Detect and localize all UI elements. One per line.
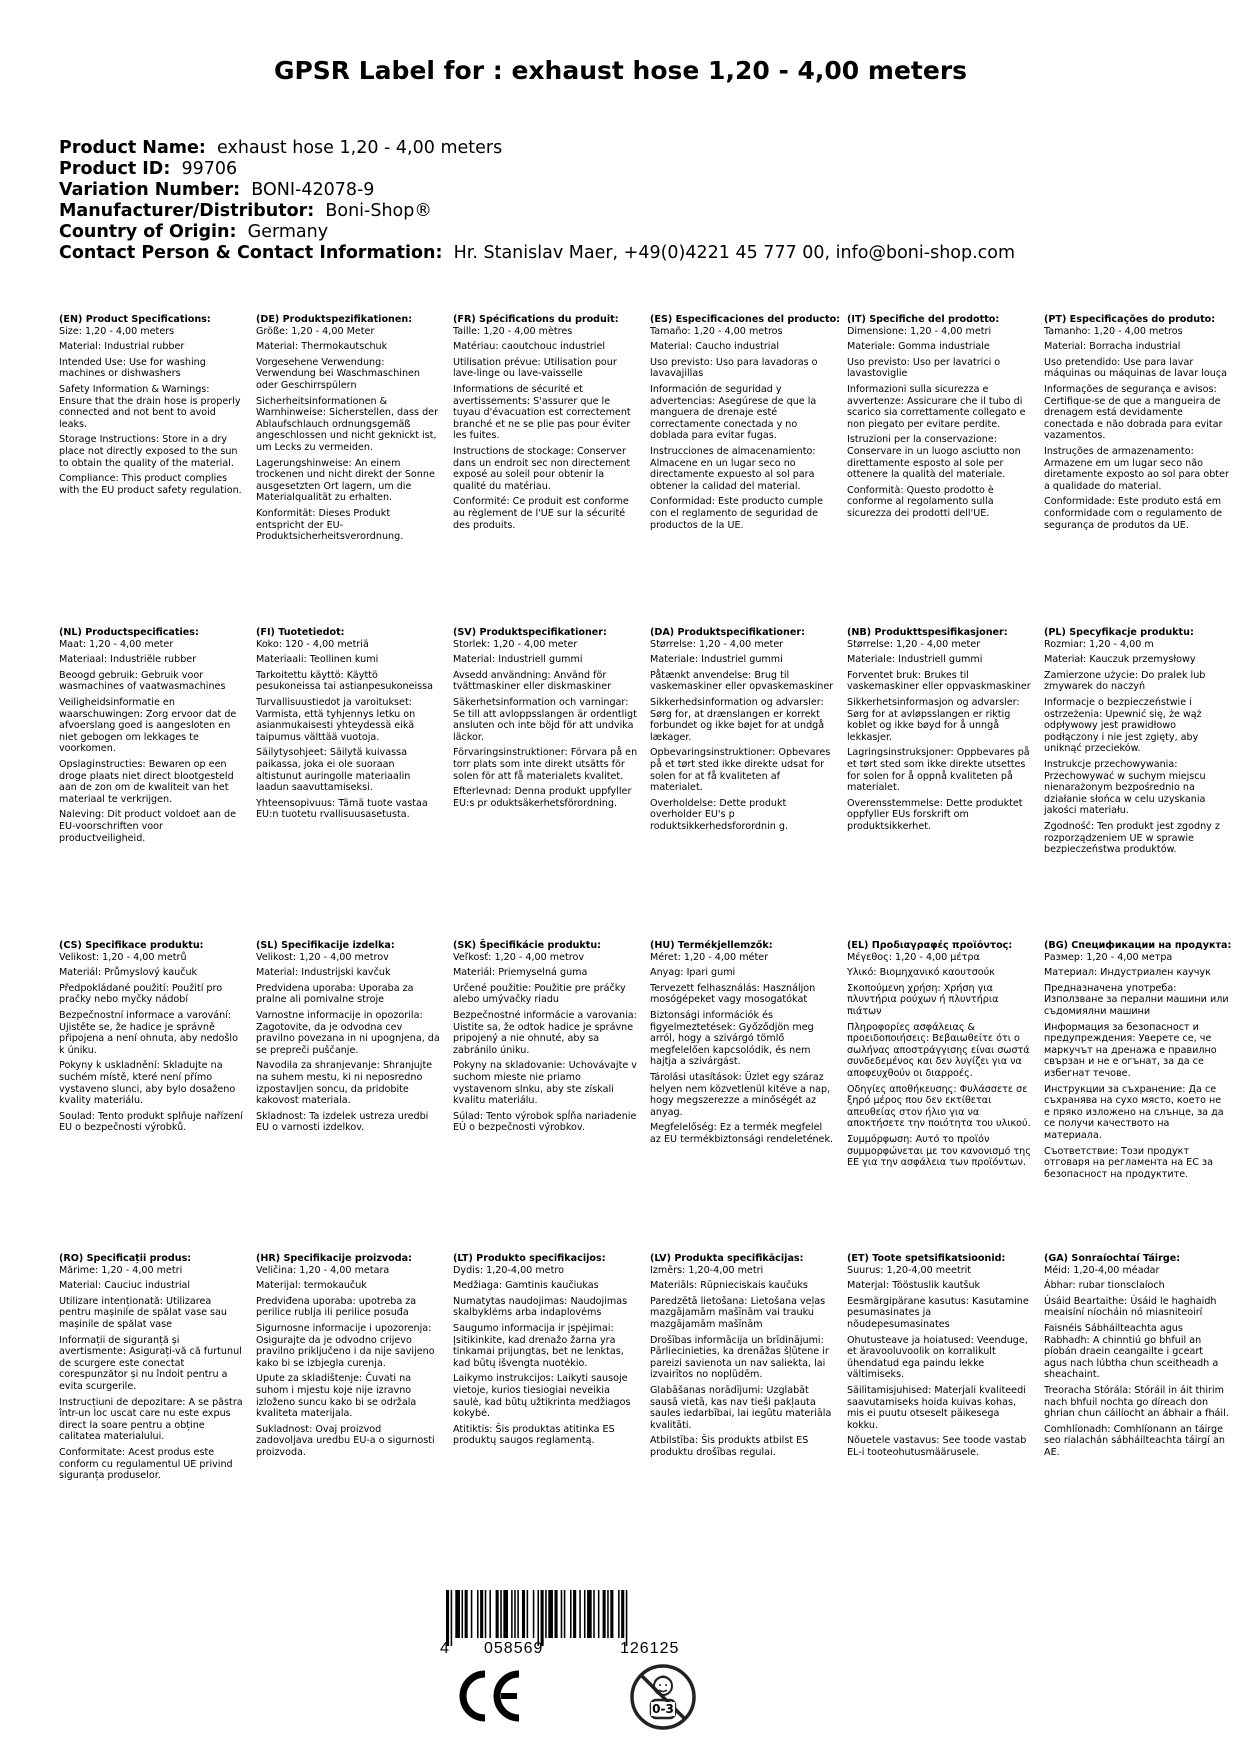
spec-block [59,940,244,1138]
spec-block [847,627,1032,837]
spec-block [650,314,841,535]
spec-line: Instrucțiuni de depozitare: A se păstra într-un loc uscat care nu este expus direct la soare pentru a obține calitatea materialului. [59,1396,243,1443]
barcode-bar [477,1590,479,1638]
spec-block [256,1253,441,1463]
barcode-bar [462,1590,464,1638]
barcode-bar [610,1590,613,1638]
spec-line: Paredzētā lietošana: Lietošana veļas mazgājamām mašīnām vai trauku mazgājamām mašīnām [650,1295,826,1330]
barcode-bar [621,1590,624,1638]
spec-line: Eesmärgipärane kasutus: Kasutamine pesumasinates ja nõudepesumasinates [847,1295,1029,1330]
spec-line: Velikost: 1,20 - 4,00 metrov [256,951,389,963]
barcode-bar [455,1590,460,1638]
spec-block [1044,940,1232,1184]
spec-line: Materiaal: Industriële rubber [59,654,197,666]
spec-line: Comhlíonadh: Comhlíonann an táirge seo rialachán sábháilteachta táirgí an AE. [1044,1423,1225,1458]
barcode-digit-first: 4 [440,1640,449,1657]
spec-line: Forventet bruk: Brukes til vaskemaskiner eller oppvaskmaskiner [847,669,1031,693]
spec-block [256,940,441,1138]
spec-line: Pokyny k uskladnění: Skladujte na suchém místě, které není přímo vystaveno slunci, aby bylo dosaženo kvality materiálu. [59,1060,236,1107]
spec-block [650,627,835,837]
barcode-bar [603,1590,606,1638]
spec-line: Предназначена употреба: Използване за перални машини или съдомиялни машини [1044,982,1229,1017]
spec-line: Tamanho: 1,20 - 4,00 metros [1044,325,1183,337]
spec-line: Sigurnosne informacije i upozorenja: Osigurajte da je odvodno crijevo pravilno priključeno i da nije savijeno kako bi se izbjegla curenja. [256,1322,435,1369]
barcode-digits-right: 126125 [620,1640,680,1657]
spec-block [59,314,244,500]
spec-line: Størrelse: 1,20 - 4,00 meter [847,638,981,650]
spec-line: Materjal: Tööstuslik kautšuk [847,1280,981,1292]
barcode-bar [537,1590,539,1646]
spec-heading: (FR) Spécifications du produit: [453,314,619,325]
spec-line: Rozmiar: 1,20 - 4,00 m [1044,638,1154,650]
barcode-bar [579,1590,581,1638]
spec-line: Predvidena uporaba: Uporaba za pralne ali pomivalne stroje [256,982,414,1006]
spec-block [1044,627,1229,860]
spec-line: Πληροφορίες ασφάλειας & προειδοποιήσεις: Βεβαιωθείτε ότι ο σωλήνας αποστράγγισης είναι σωστά συνδεδεμένος και δεν λυγίζει για να αποφευχθούν οι διαρροές. [847,1021,1030,1079]
spec-line: Veiligheidsinformatie en waarschuwingen: Zorg ervoor dat de afvoerslang goed is aangesloten en niet gebogen om lekkages te voorkomen. [59,696,237,755]
spec-line: Veličina: 1,20 - 4,00 metara [256,1264,390,1276]
spec-line: Mărime: 1,20 - 4,00 metri [59,1264,183,1276]
spec-line: Materiaali: Teollinen kumi [256,654,379,666]
spec-line: Material: Borracha industrial [1044,341,1181,353]
spec-line: Matériau: caoutchouc industriel [453,341,606,353]
spec-block [847,940,1032,1173]
spec-line: Predviđena uporaba: upotreba za perilice rublja ili perilice posuđa [256,1295,417,1319]
barcode-bar [514,1590,516,1638]
barcode-bar [584,1590,586,1638]
spec-line: Sicherheitsinformationen & Warnhinweise: Sicherstellen, dass der Ablaufschlauch ordnungsgemäß angeschlossen und nicht geknickt ist, um Lecks zu vermeiden. [256,395,439,453]
spec-line: Materiál: Průmyslový kaučuk [59,967,198,979]
page-title: GPSR Label for : exhaust hose 1,20 - 4,00 meters [273,56,968,85]
spec-line: Ábhar: rubar tionsclaíoch [1044,1280,1165,1292]
spec-line: Glabāšanas norādījumi: Uzglabāt sausā vietā, kas nav tieši pakļauta saules iedarbībai, lai iegūtu materiāla kvalitāti. [650,1384,832,1431]
spec-block [453,1253,638,1451]
spec-line: Dydis: 1,20-4,00 metro [453,1264,564,1276]
spec-line: Informações de segurança e avisos: Certifique-se de que a mangueira de drenagem está devidamente conectada e não dobrada para evitar vazamentos. [1044,383,1223,442]
spec-line: Méid: 1,20-4,00 méadar [1044,1264,1160,1276]
barcode-digits-left: 058569 [484,1640,544,1657]
age-warning-text: 0-3 [652,1702,674,1716]
spec-line: Efterlevnad: Denna produkt uppfyller EU:s pr oduktsäkerhetsförordning. [453,786,632,809]
spec-line: Material: Industrijski kavčuk [256,967,391,979]
not-for-children-0-3-icon [628,1662,698,1732]
spec-block [453,314,638,535]
spec-heading: (HU) Termékjellemzők: [650,940,773,951]
spec-line: Atitiktis: Šis produktas atitinka ES produktų saugos reglamentą. [453,1423,615,1447]
spec-line: Instrukcje przechowywania: Przechowywać w suchym miejscu nienarażonym bezpośrednio na działanie słońca w celu uzyskania jakości materiału. [1044,758,1206,817]
spec-line: Treoracha Stórála: Stóráil in áit thirim nach bhfuil nochta go díreach don ghrian chun cáilíocht an ábhair a fháil. [1044,1384,1229,1420]
spec-line: Skladnost: Ta izdelek ustreza uredbi EU o varnosti izdelkov. [256,1110,429,1134]
spec-line: Tamaño: 1,20 - 4,00 metros [650,325,783,337]
spec-heading: (DA) Produktspecifikationer: [650,627,805,638]
spec-line: Konformität: Dieses Produkt entspricht der EU-Produktsicherheitsverordnung. [256,507,404,543]
spec-block [256,627,441,825]
spec-line: Súlad: Tento výrobok spĺňa nariadenie EÚ o bezpečnosti výrobkov. [453,1110,637,1134]
spec-block [59,627,244,848]
spec-line: Opslaginstructies: Bewaren op een droge plaats niet direct blootgesteld aan de zon om de kwaliteit van het materiaal te verkrijgen. [59,758,234,805]
spec-heading: (CS) Specifikace produktu: [59,940,204,951]
spec-line: Informations de sécurité et avertissements: S'assurer que le tuyau d'évacuation est correctement branché et ne se plie pas pour éviter les fuites. [453,383,631,442]
spec-line: Soulad: Tento produkt splňuje nařízení EU o bezpečnosti výrobků. [59,1110,243,1134]
spec-line: Numatytas naudojimas: Naudojimas skalbyklėms arba indaplovėms [453,1295,628,1319]
spec-heading: (EN) Product Specifications: [59,314,211,325]
barcode-bars [440,1590,730,1646]
barcode-bar [587,1590,592,1638]
barcode-bar [517,1590,519,1638]
spec-line: Uso previsto: Uso para lavadoras o lavavajillas [650,356,818,380]
spec-line: Overensstemmelse: Dette produktet oppfyller EUs forskrift om produktsikkerhet. [847,797,1023,832]
spec-line: Uso previsto: Uso per lavatrici o lavastoviglie [847,356,1001,380]
barcode-bar [489,1590,491,1638]
spec-line: Laikymo instrukcijos: Laikyti sausoje vietoje, kurios tiesiogiai neveikia saulė, kad būtų užtikrinta medžiagos kokybė. [453,1373,631,1420]
barcode-bar [522,1590,525,1638]
spec-line: Nõuetele vastavus: See toode vastab EL-i tooteohutusmäärusele. [847,1435,1027,1458]
spec-line: Ohutusteave ja hoiatused: Veenduge, et äravooluvoolik on korralikult ühendatud ega paindu lekke vältimiseks. [847,1334,1028,1381]
spec-heading: (ES) Especificaciones del producto: [650,314,841,325]
spec-line: Materiale: Gomma industriale [847,341,990,353]
info-contact: Contact Person & Contact Information: Hr. Stanislav Maer, +49(0)4221 45 777 00, info@boni-shop.com [59,243,1016,263]
spec-line: Utilizare intenționată: Utilizarea pentru mașinile de spălat vase sau mașinile de spălat vase [59,1295,227,1330]
spec-line: Material: Industriell gummi [453,654,583,666]
spec-line: Materiál: Priemyselná guma [453,967,588,979]
spec-line: Medžiaga: Gamtinis kaučiukas [453,1280,599,1292]
barcode-bar [496,1590,499,1638]
spec-line: Opbevaringsinstruktioner: Opbevares på et tørt sted ikke direkte udsat for solen for at få kvaliteten af materialet. [650,747,831,794]
spec-line: Pokyny na skladovanie: Uchovávajte v suchom mieste nie priamo vystavenom slnku, aby ste získali kvalitu materiálu. [453,1060,637,1107]
spec-line: Bezpečnostné informácie a varovania: Uistite sa, že odtok hadice je správne pripojený a nie ohnuté, aby sa zabránilo úniku. [453,1009,637,1056]
spec-line: Materiale: Industriell gummi [847,654,983,666]
spec-line: Navodila za shranjevanje: Shranjujte na suhem mestu, ki ni neposredno izpostavljen soncu, da pridobite kakovost materiala. [256,1060,433,1107]
spec-heading: (FI) Tuotetiedot: [256,627,345,638]
spec-line: Uso pretendido: Use para lavar máquinas ou máquinas de lavar louça [1044,356,1228,380]
barcode-bar [607,1590,609,1638]
spec-line: Velikost: 1,20 - 4,00 metrů [59,951,187,963]
spec-line: Tárolási utasítások: Üzlet egy száraz helyen nem közvetlenül kitéve a nap, hogy megszerezze a minőségét az anyag. [650,1071,831,1118]
barcode-bar [503,1590,508,1638]
spec-heading: (SK) Špecifikácie produktu: [453,940,602,951]
spec-line: Dimensione: 1,20 - 4,00 metri [847,325,992,337]
spec-line: Säilitamisjuhised: Materjali kvaliteedi saavutamiseks hoida kuivas kohas, mis ei puutu otseselt päikesega kokku. [847,1384,1026,1431]
spec-heading: (LT) Produkto specifikacijos: [453,1253,606,1264]
barcode-bar [471,1590,473,1638]
spec-line: Υλικό: Βιομηχανικό καουτσούκ [847,967,995,979]
spec-line: Megfelelőség: Ez a termék megfelel az EU termékbiztonsági rendeletének. [650,1122,834,1145]
spec-heading: (RO) Specificații produs: [59,1253,192,1264]
spec-line: Conformitate: Acest produs este conform cu regulamentul UE privind siguranța produselor. [59,1446,233,1482]
spec-line: Koko: 120 - 4,00 metriä [256,638,369,650]
spec-line: Conformidad: Este producto cumple con el reglamento de seguridad de productos de la UE. [650,496,823,531]
spec-line: Säkerhetsinformation och varningar: Se till att avloppsslangen är ordentligt ansluten och inte böjd för att undvika läckor. [453,696,637,743]
spec-line: Size: 1,20 - 4,00 meters [59,325,175,337]
spec-block [256,314,441,547]
info-product-id: Product ID: 99706 [59,159,238,179]
spec-line: Safety Information & Warnings: Ensure that the drain hose is properly connected and not bent to avoid leaks. [59,383,241,430]
spec-line: Compliance: This product complies with the EU product safety regulation. [59,473,242,496]
spec-line: Μέγεθος: 1,20 - 4,00 μέτρα [847,951,980,963]
spec-line: Úsáid Beartaithe: Úsáid le haghaidh meaisíní níocháin nó miasniteoirí [1044,1295,1217,1319]
spec-line: Materijal: termokaučuk [256,1280,367,1292]
spec-line: Suurus: 1,20-4,00 meetrit [847,1264,972,1276]
spec-line: Předpokládané použití: Použití pro pračky nebo myčky nádobí [59,982,223,1006]
spec-line: Bezpečnostní informace a varování: Ujistěte se, že hadice je správně připojena a není ohnuta, aby nedošlo k úniku. [59,1009,238,1056]
barcode-bar [533,1590,535,1638]
spec-line: Beoogd gebruik: Gebruik voor wasmachines of vaatwasmachines [59,669,226,693]
info-manufacturer: Manufacturer/Distributor: Boni-Shop® [59,201,432,221]
spec-line: Veľkosť: 1,20 - 4,00 metrov [453,951,585,963]
info-variation-number: Variation Number: BONI-42078-9 [59,180,375,200]
spec-line: Yhteensopivuus: Tämä tuote vastaa EU:n tuotetu rvallisuusasetusta. [256,797,428,821]
spec-line: Materiāls: Rūpnieciskais kaučuks [650,1280,808,1292]
spec-line: Größe: 1,20 - 4,00 Meter [256,325,375,337]
spec-line: Instrucciones de almacenamiento: Almacene en un lugar seco no directamente expuesto al sol para obtener la calidad del material. [650,445,816,492]
barcode-bar [485,1590,487,1638]
spec-block [453,627,638,813]
barcode-bar [451,1590,453,1646]
spec-line: Material: Caucho industrial [650,341,780,353]
spec-line: Informacje o bezpieczeństwie i ostrzeżenia: Upewnić się, że wąż odpływowy jest prawidłowo podłączony i nie jest zgięty, aby uniknąć przecieków. [1044,696,1202,755]
barcode-bar [561,1590,563,1638]
spec-heading: (DE) Produktspezifikationen: [256,314,413,325]
barcode-bar [446,1590,449,1646]
barcode-bar [541,1590,544,1646]
spec-line: Utilisation prévue: Utilisation pour lave-linge ou lave-vaisselle [453,356,617,380]
spec-heading: (PL) Specyfikacje produktu: [1044,627,1194,638]
spec-heading: (GA) Sonraíochtaí Táirge: [1044,1253,1181,1264]
spec-line: Συμμόρφωση: Αυτό το προϊόν συμμορφώνεται με τον κανονισμό της ΕΕ για την ασφάλεια των προϊόντων. [847,1133,1031,1169]
spec-heading: (SV) Produktspecifikationer: [453,627,607,638]
spec-line: Размер: 1,20 - 4,00 метра [1044,951,1173,963]
spec-block [453,940,638,1138]
spec-line: Sikkerhedsinformation og advarsler: Sørg for, at drænslangen er korrekt forbundet og ikke bøjet for at undgå lækager. [650,696,825,743]
barcode-bar [480,1590,483,1638]
spec-line: Sikkerhetsinformasjon og advarsler: Sørg for at avløpsslangen er riktig koblet og ikke bøyd for å unngå lekkasjer. [847,696,1020,743]
spec-line: Οδηγίες αποθήκευσης: Φυλάσσετε σε ξηρό μέρος που δεν εκτίθεται απευθείας στον ήλιο για να αποκτήσετε την ποιότητα του υλικού. [847,1083,1031,1130]
spec-line: Lagerungshinweise: An einem trockenen und nicht direkt der Sonne ausgesetzten Ort lagern, um die Materialqualität zu erhalten. [256,457,435,504]
spec-line: Varnostne informacije in opozorila: Zagotovite, da je odvodna cev pravilno povezana in ni upognjena, da se prepreči puščanje. [256,1009,440,1056]
spec-line: Informații de siguranță și avertismente: Asigurați-vă că furtunul de scurgere este conectat corespunzător și nu îndoit pentru a evita scurgerile. [59,1334,242,1392]
spec-heading: (IT) Specifiche del prodotto: [847,314,1000,325]
spec-block [650,1253,835,1463]
spec-line: Overholdelse: Dette produkt overholder EU's p roduktsikkerhedsforordnin g. [650,797,789,832]
barcode-bar [555,1590,558,1638]
info-product-name: Product Name: exhaust hose 1,20 - 4,00 meters [59,138,503,158]
barcode-bar [593,1590,595,1638]
spec-line: Съответствие: Този продукт отговаря на регламента на ЕС за безопасност на продуктите. [1044,1145,1213,1180]
spec-line: Conformidade: Este produto está em conformidade com o regulamento de segurança de produtos da UE. [1044,496,1223,531]
spec-block [847,1253,1032,1463]
spec-line: Zamierzone użycie: Do pralek lub zmywarek do naczyń [1044,669,1206,693]
spec-line: Material: Cauciuc industrial [59,1280,191,1292]
spec-line: Saugumo informacija ir įspėjimai: Įsitikinkite, kad drenažo žarna yra tinkamai prijungtas, bet ne lenktas, kad būtų išvengta nuotėkio. [453,1322,624,1369]
spec-line: Instructions de stockage: Conserver dans un endroit sec non directement exposé au soleil pour obtenir la qualité du matériau. [453,445,631,492]
spec-heading: (SL) Specifikacije izdelka: [256,940,395,951]
spec-line: Turvallisuustiedot ja varoitukset: Varmista, että tyhjennys letku on asianmukaisesti yhteydessä eikä taipumus välttää vuotoja. [256,696,416,743]
spec-line: Vorgesehene Verwendung: Verwendung bei Waschmaschinen oder Geschirrspülern [256,356,421,391]
spec-line: Biztonsági információk és figyelmeztetések: Győződjön meg arról, hogy a szivárgó tömlő megfelelően kapcsolódik, és nem hajtja a szivárgást. [650,1009,814,1068]
spec-line: Maat: 1,20 - 4,00 meter [59,638,174,650]
barcode-bar [545,1590,547,1638]
spec-block [1044,1253,1229,1463]
spec-line: Intended Use: Use for washing machines or dishwashers [59,356,206,380]
spec-heading: (BG) Спецификации на продукта: [1044,940,1232,951]
spec-line: Naleving: Dit product voldoet aan de EU-voorschriften voor productveiligheid. [59,809,236,844]
spec-heading: (EL) Προδιαγραφές προϊόντος: [847,940,1013,951]
spec-line: Určené použitie: Použitie pre práčky alebo umývačky riadu [453,982,626,1006]
spec-line: Информация за безопасност и предупреждения: Уверете се, че маркучът на дренажа е правилно свързан и не е огънат, за да се избегнат течове. [1044,1021,1217,1079]
spec-line: Материал: Индустриален каучук [1044,967,1211,979]
barcode-bar [598,1590,600,1638]
spec-heading: (ET) Toote spetsifikatsioonid: [847,1253,1006,1264]
spec-heading: (PT) Especificações do produto: [1044,314,1216,325]
barcode-bar [626,1590,628,1646]
product-info [59,138,1209,264]
spec-line: Størrelse: 1,20 - 4,00 meter [650,638,784,650]
spec-line: Σκοπούμενη χρήση: Χρήση για πλυντήρια ρούχων ή πλυντήρια πιάτων [847,982,999,1017]
spec-line: Säilytysohjeet: Säilytä kuivassa paikassa, joka ei ole suoraan altistunut auringolle materiaalin laadun saavuttamiseksi. [256,747,411,794]
info-country-of-origin: Country of Origin: Germany [59,222,329,242]
spec-line: Upute za skladištenje: Čuvati na suhom i mjestu koje nije izravno izloženo suncu kako bi se održala kvaliteta materijala. [256,1373,417,1420]
spec-line: Инструкции за съхранение: Да се съхранява на сухо място, което не е пряко изложено на слънце, за да се получи качеството на материала. [1044,1083,1224,1141]
spec-heading: (LV) Produkta specifikācijas: [650,1253,804,1264]
spec-line: Sukladnost: Ovaj proizvod zadovoljava uredbu EU-a o sigurnosti proizvoda. [256,1423,435,1458]
spec-line: Izmērs: 1,20-4,00 metri [650,1264,764,1276]
spec-line: Taille: 1,20 - 4,00 mètres [453,325,573,337]
spec-line: Tarkoitettu käyttö: Käyttö pesukoneissa tai astianpesukoneissa [256,669,434,693]
spec-heading: (NL) Productspecificaties: [59,627,199,638]
spec-line: Instruções de armazenamento: Armazene em um lugar seco não diretamente exposto ao sol para obter a qualidade do material. [1044,445,1229,492]
spec-line: Información de seguridad y advertencias: Asegúrese de que la manguera de drenaje esté correctamente conectada y no doblada para evitar fugas. [650,383,817,442]
spec-line: Påtænkt anvendelse: Brug til vaskemaskiner eller opvaskemaskiner [650,669,834,693]
spec-line: Zgodność: Ten produkt jest zgodny z rozporządzeniem UE w sprawie bezpieczeństwa produktów. [1044,820,1220,856]
spec-block [847,314,1032,524]
barcode-bar [573,1590,576,1638]
spec-line: Tervezett felhasználás: Használjon mosógépeket vagy mosogatókat [650,982,816,1006]
spec-block [1044,314,1229,535]
barcode-bar [548,1590,553,1638]
barcode-bar [500,1590,502,1638]
spec-line: Faisnéis Sábháilteachta agus Rabhadh: A chinntiú go bhfuil an píobán draein ceangailte i gceart agus nach lúbtha chun sceitheadh a sheachaint. [1044,1322,1219,1381]
ce-mark-icon [455,1668,525,1724]
barcode-bar [570,1590,572,1638]
spec-line: Förvaringsinstruktioner: Förvara på en torr plats som inte direkt utsätts för solen för att få materialets kvalitet. [453,747,638,782]
spec-line: Storage Instructions: Store in a dry place not directly exposed to the sun to obtain the quality of the material. [59,434,238,469]
spec-line: Avsedd användning: Använd för tvättmaskiner eller diskmaskiner [453,669,612,693]
spec-line: Material: Thermokautschuk [256,341,388,353]
spec-heading: (NB) Produkttspesifikasjoner: [847,627,1008,638]
spec-block [650,940,835,1150]
spec-block [59,1253,244,1486]
spec-heading: (HR) Specifikacije proizvoda: [256,1253,412,1264]
spec-line: Conformité: Ce produit est conforme au règlement de l'UE sur la sécurité des produits. [453,496,629,531]
spec-line: Méret: 1,20 - 4,00 méter [650,951,769,963]
spec-line: Lagringsinstruksjoner: Oppbevares på et tørt sted som ikke direkte utsettes for solen for å oppnå kvaliteten på materialet. [847,747,1030,794]
spec-line: Informazioni sulla sicurezza e avvertenze: Assicurare che il tubo di scarico sia correttamente collegato e non piegato per evitare perdite. [847,383,1026,430]
barcode-bar [564,1590,566,1638]
spec-line: Atbilstība: Šis produkts atbilst ES produktu drošības regulai. [650,1435,809,1458]
spec-line: Materiał: Kauczuk przemysłowy [1044,654,1196,666]
spec-line: Materiale: Industriel gummi [650,654,783,666]
barcode-bar [527,1590,529,1638]
spec-line: Storlek: 1,20 - 4,00 meter [453,638,578,650]
barcode-bar [465,1590,468,1638]
spec-line: Conformità: Questo prodotto è conforme al regolamento sulla sicurezza dei prodotti dell'UE. [847,484,994,519]
spec-line: Anyag: Ipari gumi [650,967,736,979]
barcode-bar [618,1590,620,1638]
spec-line: Material: Industrial rubber [59,341,185,353]
barcode-bar [511,1590,513,1638]
spec-line: Istruzioni per la conservazione: Conservare in un luogo asciutto non direttamente esposto al sole per ottenere la qualità del materiale. [847,434,1021,481]
spec-line: Drošības informācija un brīdinājumi: Pārliecinieties, ka drenāžas šļūtene ir pareizi savienota un nav saliekta, lai izvairītos no noplūdēm. [650,1334,829,1381]
